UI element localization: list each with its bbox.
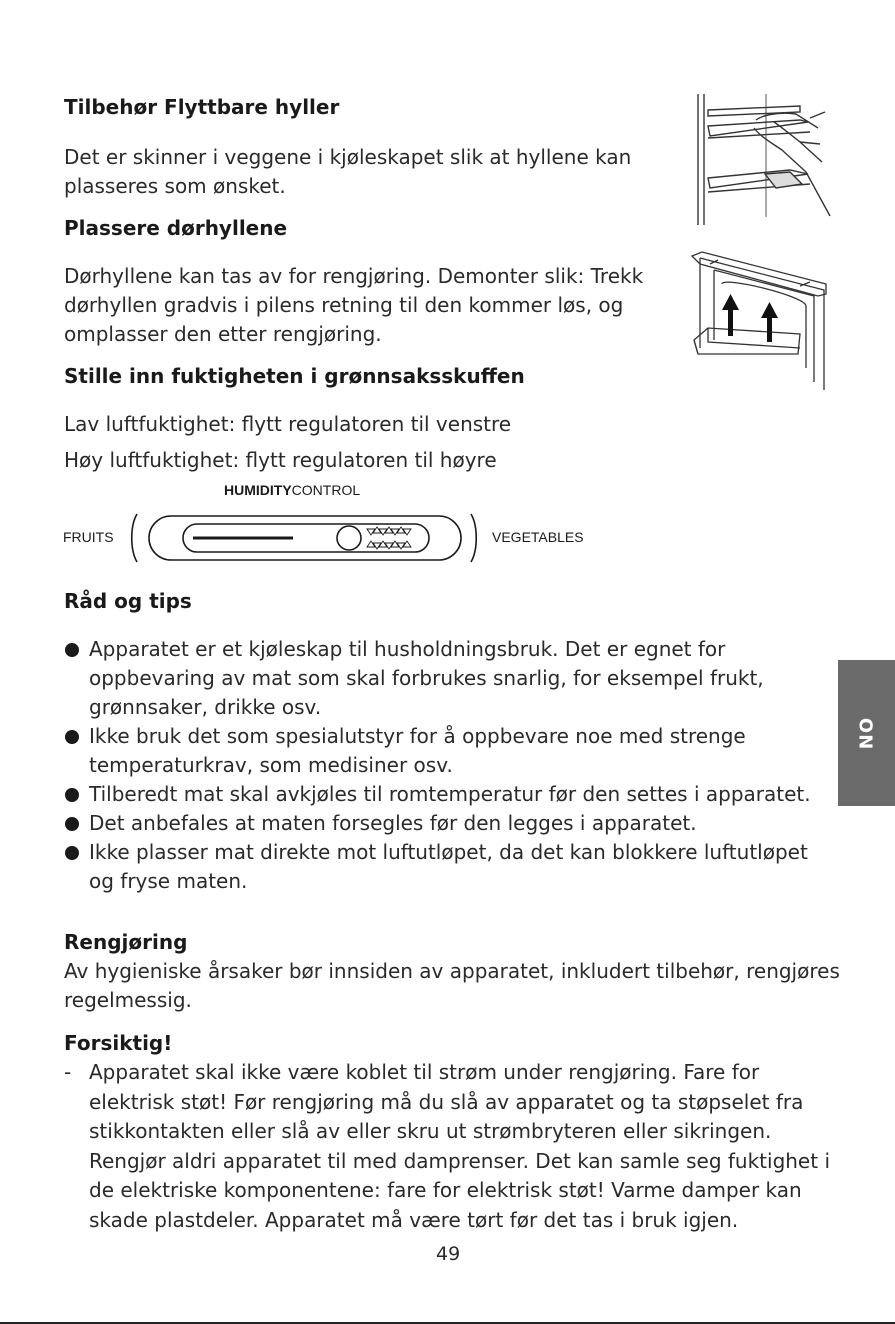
bullet-dot: [65, 846, 79, 860]
bullet-dot: [65, 730, 79, 744]
caution-line: skade plastdeler. Apparatet må være tørt før det tas i bruk igjen.: [89, 1207, 739, 1232]
dash-marker: -: [64, 1060, 72, 1084]
language-tab: [838, 660, 895, 806]
humidity-slider-icon: [125, 508, 485, 568]
heading-door-shelves: Plassere dørhyllene: [64, 216, 288, 240]
tips-list: [64, 635, 844, 896]
list-item: [64, 809, 844, 838]
tip-line: grønnsaker, drikke osv.: [89, 695, 322, 719]
cleaning-line: regelmessig.: [64, 988, 192, 1012]
cleaning-text: [64, 957, 854, 1015]
page-number: 49: [436, 1243, 461, 1265]
bullet-dot: [65, 817, 79, 831]
tip-line: Ikke bruk det som spesialutstyr for å oppbevare noe med strenge: [89, 724, 746, 748]
fruits-label: FRUITS: [63, 529, 114, 545]
door-shelf-illustration: [688, 250, 833, 392]
caution-list: [64, 1058, 854, 1235]
tip-line: Tilberedt mat skal avkjøles til romtemperatur før den settes i apparatet.: [89, 782, 811, 806]
shelves-text: [64, 143, 664, 201]
tip-line: Ikke plasser mat direkte mot luftutløpet, da det kan blokkere luftutløpet: [89, 840, 808, 864]
shelves-line: Det er skinner i veggene i kjøleskapet slik at hyllene kan: [64, 145, 632, 169]
caution-line: Apparatet skal ikke være koblet til strøm under rengjøring. Fare for: [89, 1060, 760, 1084]
tip-line: temperaturkrav, som medisiner osv.: [89, 753, 453, 777]
heading-cleaning: Rengjøring: [64, 930, 188, 954]
list-item: [64, 838, 844, 896]
door-line: dørhyllen gradvis i pilens retning til den kommer løs, og: [64, 293, 624, 317]
humidity-control-title: [224, 482, 360, 498]
tip-line: oppbevaring av mat som skal forbrukes snarlig, for eksempel frukt,: [89, 666, 764, 690]
door-text: [64, 262, 664, 349]
list-item: [64, 635, 844, 722]
caution-line: de elektriske komponentene: fare for elektrisk støt! Varme damper kan: [89, 1178, 802, 1202]
heading-humidity: Stille inn fuktigheten i grønnsaksskuffen: [64, 364, 525, 388]
door-line: omplasser den etter rengjøring.: [64, 322, 382, 346]
humidity-high: Høy luftfuktighet: flytt regulatoren til høyre: [64, 448, 497, 472]
caution-line: elektrisk støt! Før rengjøring må du slå av apparatet og ta støpselet fra: [89, 1089, 804, 1114]
humidity-low: Lav luftfuktighet: flytt regulatoren til venstre: [64, 412, 512, 436]
caution-line: Rengjør aldri apparatet til med damprenser. Det kan samle seg fuktighet i: [89, 1148, 830, 1173]
bullet-dot: [65, 788, 79, 802]
list-item: [64, 1058, 854, 1235]
humidity-title-rest: CONTROL: [291, 482, 361, 498]
list-item: [64, 722, 844, 780]
heading-tips: Råd og tips: [64, 589, 192, 613]
vegetables-label: VEGETABLES: [492, 529, 584, 545]
tip-line: Apparatet er et kjøleskap til husholdningsbruk. Det er egnet for: [89, 637, 726, 661]
humidity-title-bold: HUMIDITY: [224, 482, 292, 498]
caution-line: stikkontakten eller slå av eller skru ut strømbryteren eller sikringen.: [89, 1119, 772, 1143]
door-line: Dørhyllene kan tas av for rengjøring. Demonter slik: Trekk: [64, 264, 644, 288]
heading-caution: Forsiktig!: [64, 1031, 173, 1055]
tip-line: Det anbefales at maten forsegles før den legges i apparatet.: [89, 811, 697, 835]
cleaning-line: Av hygieniske årsaker bør innsiden av apparatet, inkludert tilbehør, rengjøres: [64, 959, 840, 983]
language-tab-label: NO: [856, 716, 877, 750]
bullet-dot: [65, 643, 79, 657]
tip-line: og fryse maten.: [89, 869, 248, 893]
fridge-shelf-illustration: [690, 92, 835, 227]
heading-shelves: Tilbehør Flyttbare hyller: [64, 95, 340, 119]
shelves-line: plasseres som ønsket.: [64, 174, 286, 198]
list-item: [64, 780, 844, 809]
